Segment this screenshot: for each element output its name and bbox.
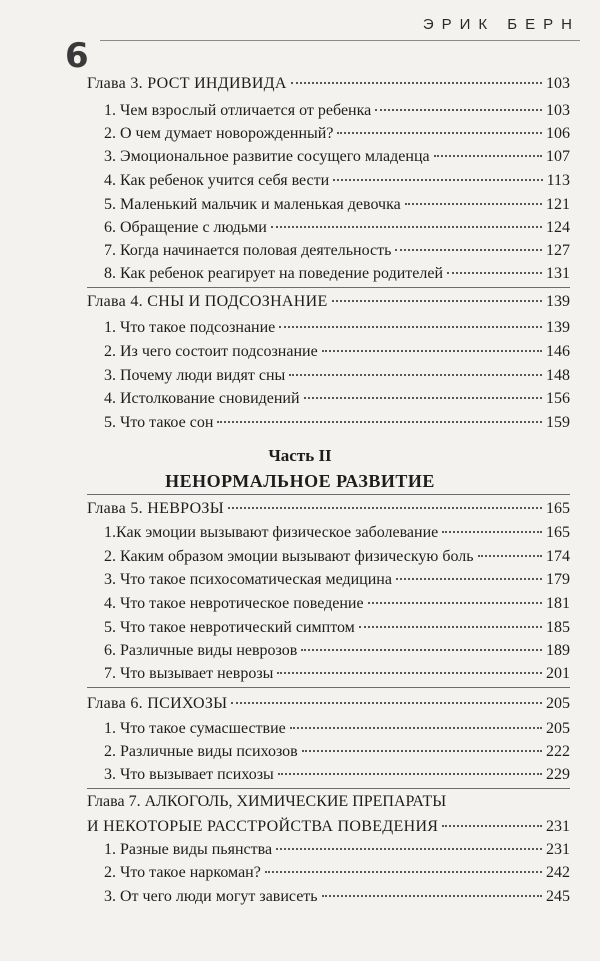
toc-section — [104, 364, 570, 388]
chapter-title: Глава 6. ПСИХОЗЫ — [87, 695, 228, 712]
section-title: 3. Эмоциональное развитие сосущего младенца — [104, 148, 430, 165]
section-divider — [87, 494, 570, 495]
toc-section — [104, 340, 570, 364]
section-title: 8. Как ребенок реагирует на поведение родителей — [104, 265, 444, 282]
section-divider — [87, 788, 570, 789]
chapter-page: 205 — [546, 695, 570, 712]
section-page: 107 — [546, 148, 570, 165]
section-title: 1. Разные виды пьянства — [104, 841, 273, 858]
section-title: 5. Маленький мальчик и маленькая девочка — [104, 196, 401, 213]
chapter-title: Глава 5. НЕВРОЗЫ — [87, 500, 224, 517]
section-title: 4. Как ребенок учится себя вести — [104, 172, 330, 189]
chapter-page: 231 — [546, 818, 570, 835]
toc-chapter-4 — [87, 290, 570, 314]
leader-dots — [277, 672, 542, 674]
section-page: 181 — [546, 595, 570, 612]
leader-dots — [290, 727, 542, 729]
leader-dots — [368, 602, 542, 604]
leader-dots — [217, 421, 542, 423]
leader-dots — [332, 300, 542, 302]
section-title: 5. Что такое невротический симптом — [104, 619, 355, 636]
running-head: ЭРИК БЕРН — [422, 16, 580, 33]
chapter-title-line2: И НЕКОТОРЫЕ РАССТРОЙСТВА ПОВЕДЕНИЯ — [87, 818, 439, 835]
leader-dots — [375, 109, 542, 111]
toc-section — [104, 838, 570, 862]
section-title: 6. Обращение с людьми — [104, 219, 267, 236]
leader-dots — [302, 750, 542, 752]
leader-dots — [231, 702, 542, 704]
section-page: 189 — [546, 642, 570, 659]
toc-section — [104, 239, 570, 263]
leader-dots — [322, 895, 542, 897]
toc-section — [104, 216, 570, 240]
section-title: 1. Что такое сумасшествие — [104, 720, 286, 737]
section-title: 7. Что вызывает неврозы — [104, 665, 274, 682]
toc-section — [104, 262, 570, 286]
toc-section — [104, 99, 570, 123]
toc-section — [104, 122, 570, 146]
section-title: 4. Что такое невротическое поведение — [104, 595, 364, 612]
section-page: 113 — [546, 172, 570, 189]
section-page: 201 — [546, 665, 570, 682]
toc-section — [104, 545, 570, 569]
section-title: 4. Истолкование сновидений — [104, 390, 300, 407]
leader-dots — [333, 179, 542, 181]
toc-section — [104, 387, 570, 411]
section-page: 106 — [546, 125, 570, 142]
part-title: НЕНОРМАЛЬНОЕ РАЗВИТИЕ — [165, 471, 435, 491]
toc-chapter-3 — [87, 72, 570, 96]
section-title: 3. От чего люди могут зависеть — [104, 888, 318, 905]
toc-section — [104, 145, 570, 169]
toc-section — [104, 639, 570, 663]
section-page: 229 — [546, 766, 570, 783]
section-title: 5. Что такое сон — [104, 414, 214, 431]
toc-section — [104, 521, 570, 545]
leader-dots — [478, 555, 542, 557]
toc-section — [104, 592, 570, 616]
leader-dots — [279, 326, 542, 328]
leader-dots — [228, 507, 542, 509]
section-page: 127 — [546, 242, 570, 259]
chapter-title-line1: Глава 7. АЛКОГОЛЬ, ХИМИЧЕСКИЕ ПРЕПАРАТЫ — [87, 793, 447, 810]
toc-section — [104, 740, 570, 764]
section-page: 103 — [546, 102, 570, 119]
leader-dots — [395, 249, 542, 251]
section-page: 185 — [546, 619, 570, 636]
toc-section — [104, 616, 570, 640]
leader-dots — [265, 871, 542, 873]
leader-dots — [304, 397, 542, 399]
section-title: 3. Что вызывает психозы — [104, 766, 274, 783]
chapter-title: Глава 4. СНЫ И ПОДСОЗНАНИЕ — [87, 293, 328, 310]
toc-section — [104, 717, 570, 741]
toc-section — [104, 885, 570, 909]
leader-dots — [289, 374, 542, 376]
leader-dots — [447, 272, 542, 274]
section-title: 1. Что такое подсознание — [104, 319, 276, 336]
section-divider — [87, 287, 570, 288]
section-page: 174 — [546, 548, 570, 565]
toc-section — [104, 568, 570, 592]
section-title: 2. Из чего состоит подсознание — [104, 343, 318, 360]
part-label: Часть II — [268, 446, 332, 465]
section-page: 242 — [546, 864, 570, 881]
section-page: 121 — [546, 196, 570, 213]
section-page: 131 — [546, 265, 570, 282]
section-page: 231 — [546, 841, 570, 858]
page-number: 6 — [65, 36, 90, 76]
toc-section — [104, 411, 570, 435]
leader-dots — [359, 626, 542, 628]
leader-dots — [278, 773, 542, 775]
section-page: 222 — [546, 743, 570, 760]
section-page: 165 — [546, 524, 570, 541]
section-divider — [87, 687, 570, 688]
section-title: 2. Различные виды психозов — [104, 743, 298, 760]
leader-dots — [301, 649, 542, 651]
leader-dots — [337, 132, 542, 134]
section-page: 179 — [546, 571, 570, 588]
leader-dots — [322, 350, 542, 352]
leader-dots — [405, 203, 542, 205]
toc-chapter-5 — [87, 497, 570, 521]
section-title: 2. О чем думает новорожденный? — [104, 125, 334, 142]
leader-dots — [291, 82, 542, 84]
section-page: 124 — [546, 219, 570, 236]
chapter-title: Глава 3. РОСТ ИНДИВИДА — [87, 75, 287, 92]
leader-dots — [442, 531, 542, 533]
toc-section — [104, 861, 570, 885]
section-title: 3. Почему люди видят сны — [104, 367, 286, 384]
section-page: 148 — [546, 367, 570, 384]
leader-dots — [271, 226, 542, 228]
chapter-page: 103 — [546, 75, 570, 92]
section-title: 3. Что такое психосоматическая медицина — [104, 571, 392, 588]
section-title: 2. Каким образом эмоции вызывают физическую боль — [104, 548, 474, 565]
section-title: 6. Различные виды неврозов — [104, 642, 298, 659]
section-page: 156 — [546, 390, 570, 407]
toc-section — [104, 763, 570, 787]
section-title: 7. Когда начинается половая деятельность — [104, 242, 392, 259]
section-page: 245 — [546, 888, 570, 905]
section-page: 146 — [546, 343, 570, 360]
toc-section — [104, 169, 570, 193]
chapter-page: 139 — [546, 293, 570, 310]
section-page: 159 — [546, 414, 570, 431]
toc-chapter-7 — [87, 815, 570, 839]
chapter-page: 165 — [546, 500, 570, 517]
section-title: 1.Как эмоции вызывают физическое заболевание — [104, 524, 439, 541]
section-page: 139 — [546, 319, 570, 336]
section-title: 2. Что такое наркоман? — [104, 864, 261, 881]
toc-chapter-6 — [87, 692, 570, 716]
leader-dots — [434, 155, 542, 157]
leader-dots — [276, 848, 542, 850]
toc-section — [104, 193, 570, 217]
toc-section — [104, 662, 570, 686]
toc-section — [104, 316, 570, 340]
section-title: 1. Чем взрослый отличается от ребенка — [104, 102, 372, 119]
leader-dots — [442, 825, 542, 827]
section-page: 205 — [546, 720, 570, 737]
leader-dots — [396, 578, 542, 580]
